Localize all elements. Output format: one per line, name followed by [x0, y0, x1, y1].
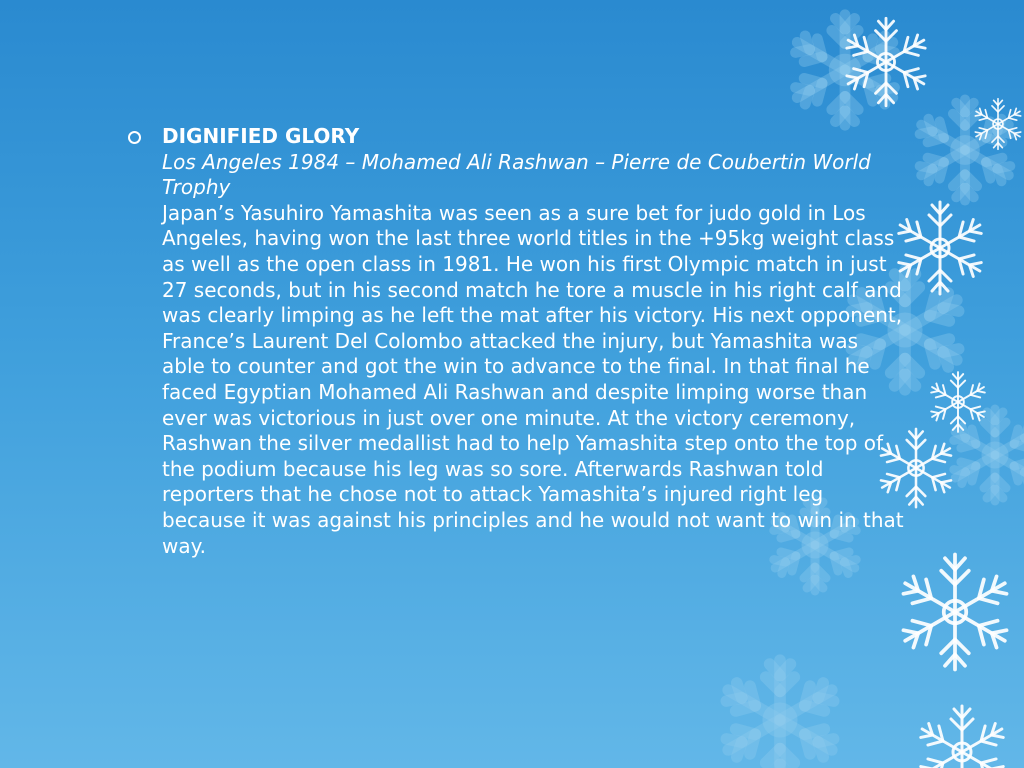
snowflake-icon: [721, 660, 839, 768]
bullet-icon: [128, 131, 141, 144]
snowflake-icon: [950, 409, 1024, 501]
snowflake-icon: [917, 706, 1008, 768]
slide-heading: DIGNIFIED GLORY: [162, 124, 360, 148]
snowflake-icon: [898, 555, 1011, 670]
slide-subtitle: Los Angeles 1984 – Mohamed Ali Rashwan – Pierre de Coubertin World Trophy: [162, 149, 871, 200]
snowflake-icon: [929, 372, 988, 432]
snowflake-icon: [915, 99, 1015, 200]
bullet-item: [162, 124, 907, 559]
slide-content: [124, 124, 914, 559]
slide-body-text: Japan’s Yasuhiro Yamashita was seen as a sure bet for judo gold in Los Angeles, having won the last three world titles in the +95kg weight class as well as the open class in 1981. He won his first Olympic match in just 27 seconds, but in his second match he tore a muscle in his right calf and was clearly limping as he left the mat after his victory. His next opponent, France’s Laurent Del Colombo attacked the injury, but Yamashita was able to counter and got the win to advance to the final. In that final he faced Egyptian Mohamed Ali Rashwan and despite limping worse than ever was victorious in just over one minute. At the victory ceremony, Rashwan the silver medallist had to help Yamashita step onto the top of the podium because his leg was so sore. Afterwards Rashwan told reporters that he chose not to attack Yamashita’s injured right leg because it was against his principles and he would not want to win in that way.: [162, 200, 904, 558]
